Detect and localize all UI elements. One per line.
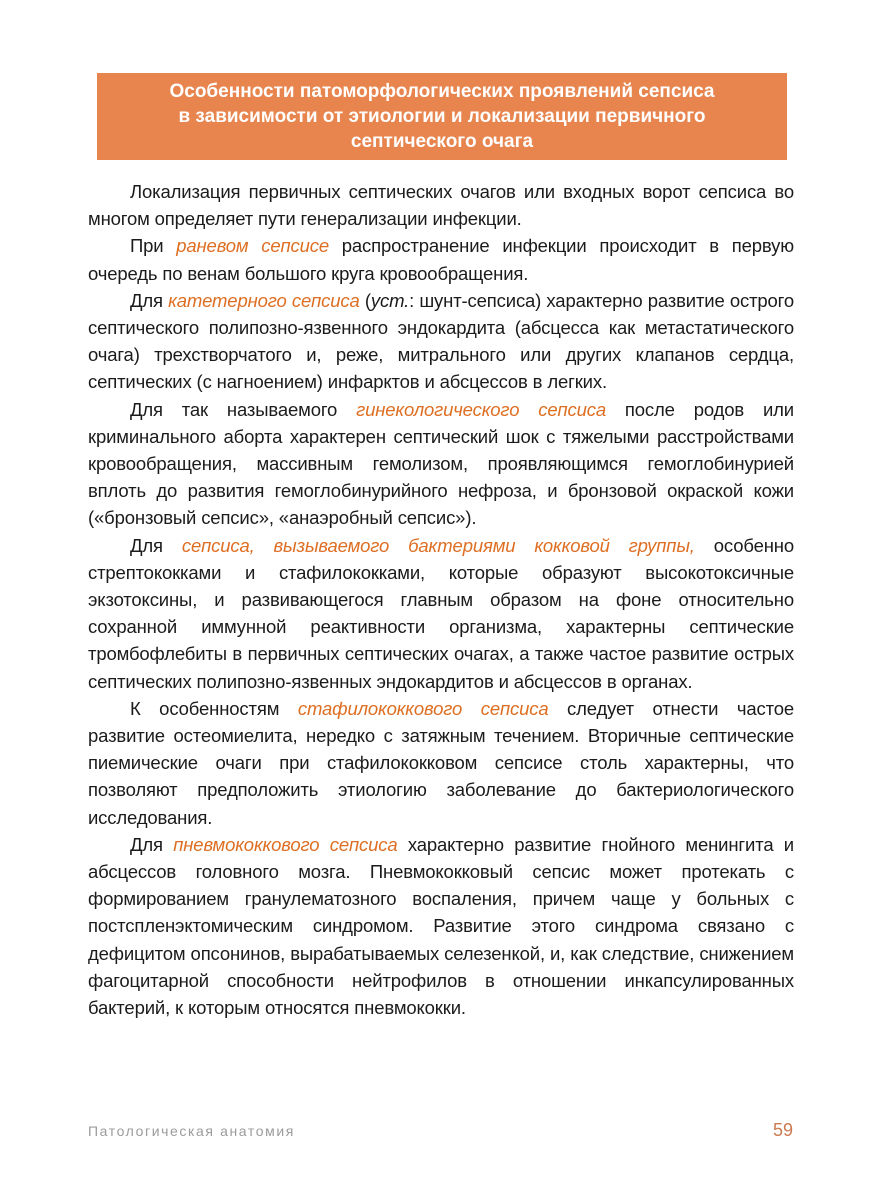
section-heading-box xyxy=(97,73,787,160)
body-text xyxy=(88,178,794,1021)
text-run: следует отнести частое развитие остеомиелита, нередко с затяжным течением. Вторичные септические пиемические очаги при стафилококковом сепсисе столь характерны, что позволяют предположить этиологию заболевание до бактериологического исследования. xyxy=(88,697,794,828)
text-run: Для xyxy=(130,289,169,311)
accent-term: сепсиса, вызываемого бактериями кокковой группы, xyxy=(181,534,695,556)
text-run: Для так называемого xyxy=(130,398,357,420)
text-run: уст. xyxy=(370,289,410,311)
text-run: Для xyxy=(130,833,174,855)
text-run: характерно развитие гнойного менингита и абсцессов головного мозга. Пневмококковый сепсис может протекать с формированием гранулематозного воспаления, причем чаще у больных с постспленэктомическим синдромом. Развитие этого синдрома связано с дефицитом опсонинов, вырабатываемых селезенкой, и, как следствие, снижением фагоцитарной способности нейтрофилов в отношении инкапсулированных бактерий, к которым относятся пневмококки. xyxy=(88,833,794,1019)
accent-term: стафилококкового сепсиса xyxy=(297,697,549,719)
text-run: К особенностям xyxy=(130,697,298,719)
body-paragraph xyxy=(88,396,794,532)
body-paragraph xyxy=(88,532,794,695)
page-footer xyxy=(88,1120,793,1141)
body-paragraph xyxy=(88,831,794,1021)
text-run: особенно стрептококками и стафилококками, которые образуют высокотоксичные экзотоксины, и развивающегося главным образом на фоне относительно сохранной иммунной реактивности организма, характерны септические тромбофлебиты в первичных септических очагах, а также частое развитие острых септических полипозно-язвенных эндокардитов и абсцессов в органах. xyxy=(88,534,794,692)
page-number: 59 xyxy=(772,1120,793,1140)
running-title: Патологическая анатомия xyxy=(88,1123,295,1139)
text-run: : шунт-сепсиса) характерно развитие острого септического полипозно-язвенного эндокардита (абсцесса как метастатического очага) трехстворчатого и, реже, митрального или других клапанов сердца, септических (с нагноением) инфарктов и абсцессов в легких. xyxy=(88,289,795,393)
accent-term: пневмококкового сепсиса xyxy=(173,833,398,855)
body-paragraph xyxy=(88,232,794,286)
text-run: При xyxy=(130,235,177,257)
text-run: Локализация первичных септических очагов или входных ворот сепсиса во многом определяет пути генерализации инфекции. xyxy=(88,181,794,230)
body-paragraph xyxy=(88,287,794,396)
body-paragraph xyxy=(88,178,794,232)
section-heading-line: в зависимости от этиологии и локализации первичного xyxy=(178,106,706,127)
text-run: ( xyxy=(359,289,371,311)
section-heading-line: Особенности патоморфологических проявлений сепсиса xyxy=(169,81,715,102)
body-paragraph xyxy=(88,695,794,831)
text-run: распространение инфекции происходит в первую очередь по венам большого круга кровообращения. xyxy=(88,235,794,284)
accent-term: гинекологического сепсиса xyxy=(356,398,606,420)
accent-term: раневом сепсисе xyxy=(176,235,329,257)
accent-term: катетерного сепсиса xyxy=(168,289,360,311)
section-heading-line: септического очага xyxy=(350,131,534,152)
text-run: Для xyxy=(130,534,182,556)
text-run: после родов или криминального аборта характерен септический шок с тяжелыми расстройствами кровообращения, массивным гемолизом, проявляющимся гемоглобинурией вплоть до развития гемоглобинурийного нефроза, и бронзовой окраской кожи («бронзовый сепсис», «анаэробный сепсис»). xyxy=(88,398,794,529)
section-heading xyxy=(121,79,763,154)
